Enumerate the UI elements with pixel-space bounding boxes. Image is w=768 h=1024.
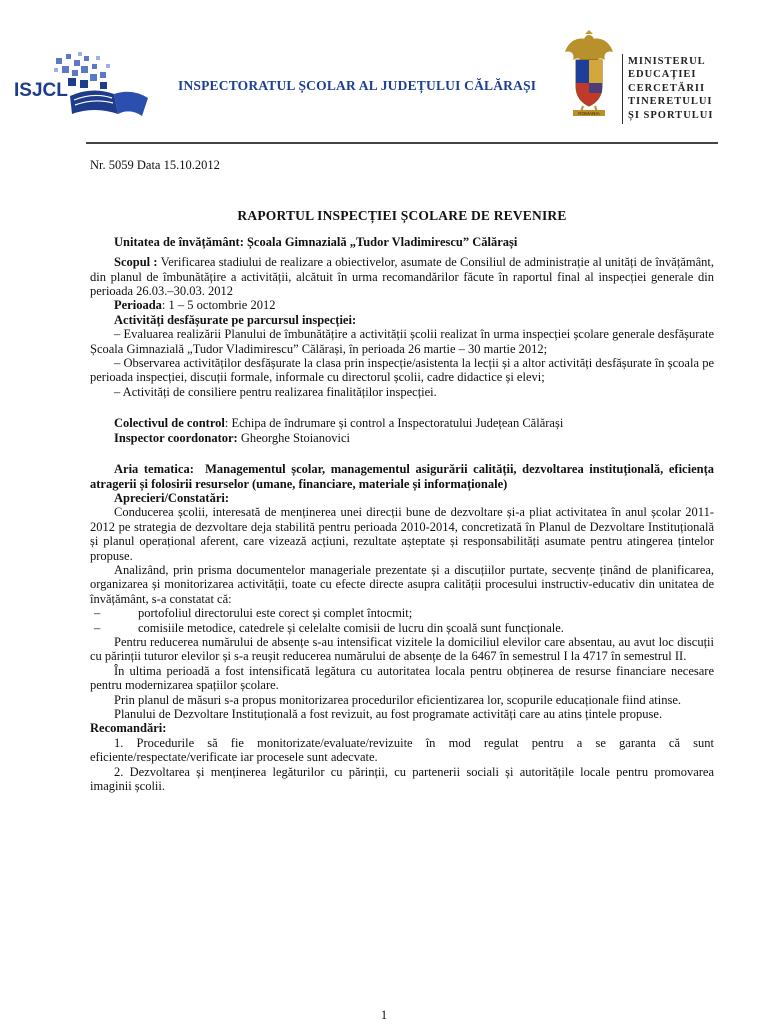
scope-text: Verificarea stadiului de realizare a obiectivelor, asumate de Consiliul de administrație al unități de învățământ, din planul de îmbunătățire a activității, alcătuit în urma recomandărilor făcute în raportul final al inspecției generale din perioada 26.03.–30.03. 2012: [90, 255, 714, 299]
ministry-name: [628, 55, 713, 122]
finding-bullet: [90, 621, 714, 635]
scope-paragraph: [90, 255, 714, 298]
document-title: RAPORTUL INSPECȚIEI ȘCOLARE DE REVENIRE: [237, 208, 567, 224]
coordinator-line: [90, 431, 714, 445]
activities-heading: Activități desfășurate pe parcursul inspecției:: [114, 312, 357, 327]
period-line: [90, 298, 714, 312]
findings-heading: Aprecieri/Constatări:: [114, 490, 230, 505]
thematic-area-label: Aria tematica:: [114, 462, 194, 477]
thematic-area-text: Managementul școlar, managementul asigurării calității, dezvoltarea instituțională, eficiența atragerii și folosirii resurselor (umane, financiare, materiale și informaționale): [90, 462, 714, 491]
unit-value: Școala Gimnazială „Tudor Vladimirescu” Călărași: [246, 234, 518, 249]
letterhead: [0, 0, 768, 150]
ministry-line: EDUCAȚIEI: [628, 69, 697, 81]
scope-label: Scopul :: [114, 255, 158, 270]
control-team-text: : Echipa de îndrumare și control a Inspectoratului Județean Călărași: [224, 416, 564, 431]
bullet-text: portofoliul directorului este corect și complet întocmit;: [138, 606, 413, 621]
recommendation-item: 1. Procedurile să fie monitorizate/evaluate/revizuite în mod regulat pentru a se garanta că sunt eficiente/respectate/verificate iar procesele sunt adecvate.: [90, 735, 714, 765]
coordinator-name: Gheorghe Stoianovici: [237, 430, 350, 445]
period-text: : 1 – 5 octombrie 2012: [161, 298, 276, 313]
recommendations-heading: Recomandări:: [90, 721, 167, 736]
romanian-coat-of-arms-icon: [561, 30, 617, 116]
recommendation-item: 2. Dezvoltarea și menținerea legăturilor cu părinții, cu partenerii sociali și autoritățile locale pentru promovarea imaginii școlii.: [90, 764, 714, 794]
finding-paragraph: Prin planul de măsuri s-a propus monitorizarea procedurilor eficientizarea lor, scopurile educaționale fiind atinse.: [114, 692, 681, 707]
finding-paragraph: Pentru reducerea numărului de absențe s-au intensificat vizitele la domiciliul elevilor care absentau, au avut loc discuții cu părinții tuturor elevilor și s-a reușit reducerea numărului de absențe de la 6467 în semestrul I la 4717 în semestrul II.: [90, 634, 714, 664]
page-number: 1: [380, 1008, 388, 1022]
finding-paragraph: Planului de Dezvoltare Instituțională a fost revizuit, au fost programate activități care au atins țintele propuse.: [114, 707, 663, 721]
finding-bullet: [90, 606, 714, 620]
thematic-area: [90, 462, 714, 491]
isjcl-logo: [14, 52, 174, 122]
ministry-line: TINERETULUI: [628, 96, 713, 108]
finding-paragraph: Conducerea școlii, interesată de menținerea unei direcții bune de dezvoltare și-a pliat activitatea în anul școlar 2011-2012 pe strategia de dezvoltare deja stabilită pentru perioada 2010-2014, concretizată în Planul de Dezvoltare Instituțională și planul operațional aferent, care vizează acțiuni, rezultate așteptate și responsabilități asumate pentru atingerea țintelor propuse.: [90, 505, 714, 563]
bullet-text: comisiile metodice, catedrele și celelalte comisii de lucru din școală sunt funcționale.: [138, 620, 564, 635]
finding-paragraph: Analizând, prin prisma documentelor manageriale prezentate și a discuțiilor purtate, secvențe ținând de planificarea, organizarea și monitorizarea activității, toate cu efecte directe asupra calității procesului instructiv-educativ din unitatea de învățământ, s-a constatat că:: [90, 562, 714, 606]
header-rule: [86, 142, 718, 144]
finding-paragraph: În ultima perioadă a fost intensificată legătura cu autoritatea locala pentru obținerea de resurse financiare necesare pentru modernizarea spațiilor școlare.: [90, 663, 714, 693]
unit-label: Unitatea de învățământ:: [114, 234, 244, 249]
bullet-mark: –: [94, 620, 101, 635]
activity-item: – Activități de consiliere pentru realizarea finalităților inspecției.: [114, 384, 437, 399]
control-team-label: Colectivul de control: [114, 416, 225, 431]
report-body: [90, 158, 714, 793]
header-divider: [622, 54, 623, 124]
crest-ribbon-text: ROMANIA: [578, 111, 600, 116]
activity-item: – Observarea activităților desfășurate la clasa prin inspecție/asistenta la lecții și a altor activități desfășurate în școala pe perioada inspecției, discuții formale, informale cu directorul școlii, cadre didactice și elevi;: [90, 356, 714, 385]
ministry-line: ȘI SPORTULUI: [628, 109, 714, 121]
period-label: Perioada: [114, 298, 162, 313]
control-team-line: [90, 416, 714, 430]
ministry-line: CERCETĂRII: [628, 82, 706, 94]
document-number-date: Nr. 5059 Data 15.10.2012: [90, 158, 220, 172]
ministry-line: MINISTERUL: [628, 56, 706, 67]
activity-item: – Evaluarea realizării Planului de îmbunătățire a activității școlii realizat în urma inspecției școlare generale desfășurate Școala Gimnazială „Tudor Vladimirescu” Călărași, în perioada 26 martie – 30 martie 2012;: [90, 327, 714, 356]
isjcl-logo-text: ISJCL: [14, 80, 68, 101]
coordinator-label: Inspector coordonator:: [114, 430, 238, 445]
institution-name: INSPECTORATUL ȘCOLAR AL JUDEȚULUI CĂLĂRAȘI: [178, 78, 537, 93]
bullet-mark: –: [94, 606, 101, 621]
unit-line: [90, 235, 714, 249]
